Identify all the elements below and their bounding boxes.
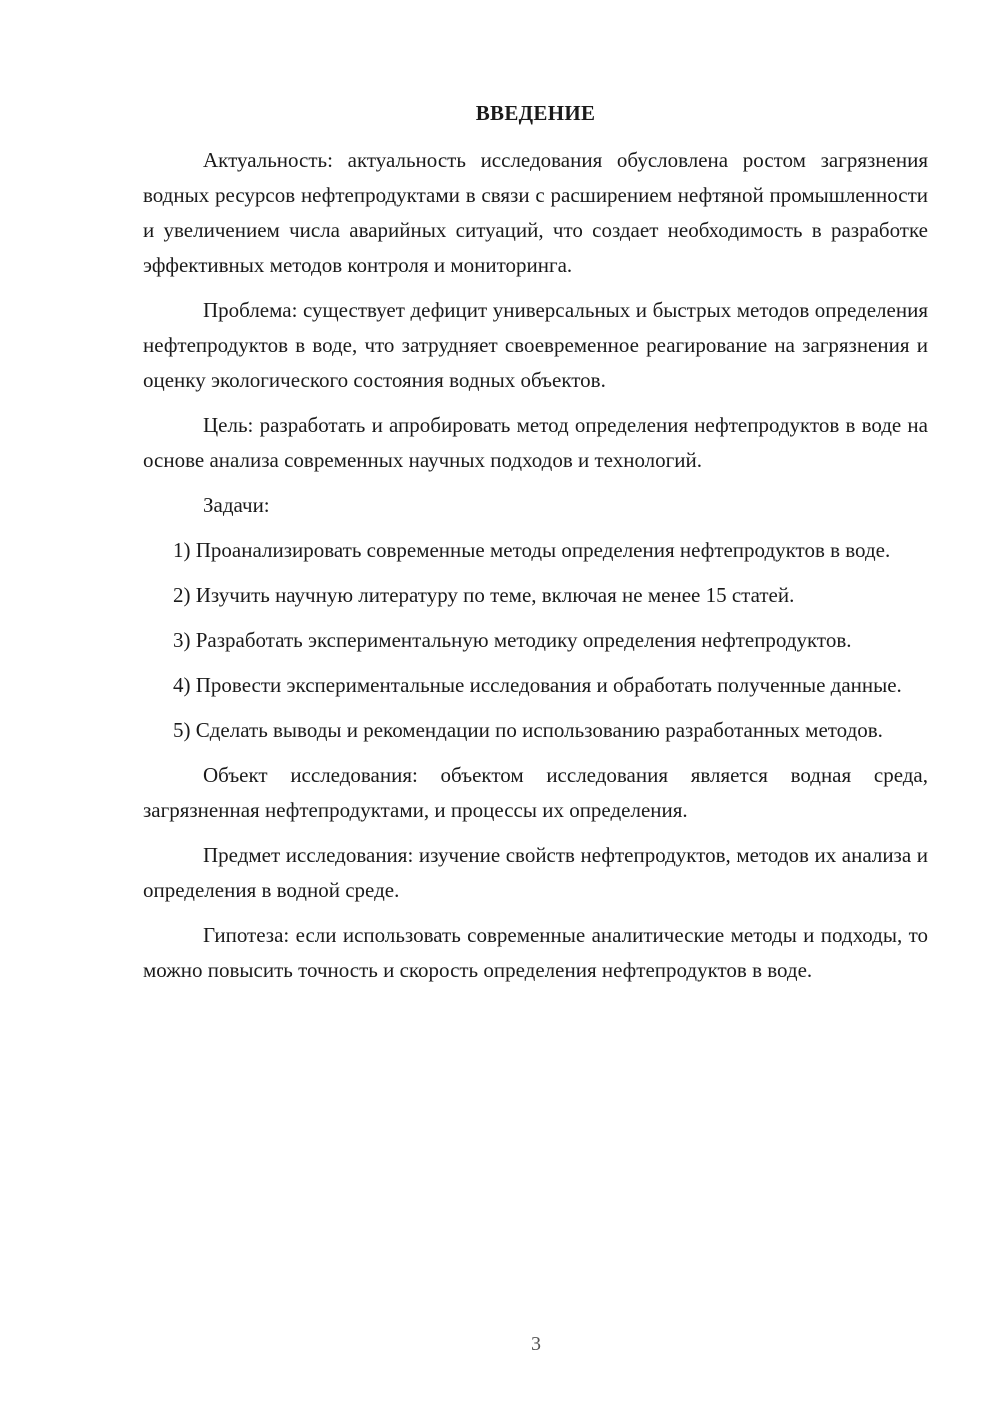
task-item: 3) Разработать экспериментальную методику определения нефтепродуктов. (173, 628, 852, 652)
page-number: 3 (531, 1333, 541, 1355)
section-title: ВВЕДЕНИЕ (475, 101, 596, 125)
paragraph-subject: Предмет исследования: изучение свойств нефтепродуктов, методов их анализа и определения в водной среде. (143, 843, 928, 902)
paragraph-goal: Цель: разработать и апробировать метод определения нефтепродуктов в воде на основе анализа современных научных подходов и технологий. (143, 413, 928, 472)
page-content (143, 96, 928, 998)
paragraph-hypothesis: Гипотеза: если использовать современные аналитические методы и подходы, то можно повысить точность и скорость определения нефтепродуктов в воде. (143, 923, 928, 982)
task-item: 5) Сделать выводы и рекомендации по использованию разработанных методов. (173, 718, 883, 742)
tasks-heading: Задачи: (203, 493, 270, 517)
task-item: 2) Изучить научную литературу по теме, включая не менее 15 статей. (173, 583, 795, 607)
paragraph-relevance: Актуальность: актуальность исследования обусловлена ростом загрязнения водных ресурсов нефтепродуктами в связи с расширением нефтяной промышленности и увеличением числа аварийных ситуаций, что создает необходимость в разработке эффективных методов контроля и мониторинга. (143, 148, 928, 277)
paragraph-object: Объект исследования: объектом исследования является водная среда, загрязненная нефтепродуктами, и процессы их определения. (143, 763, 928, 822)
task-item: 1) Проанализировать современные методы определения нефтепродуктов в воде. (173, 538, 891, 562)
paragraph-problem: Проблема: существует дефицит универсальных и быстрых методов определения нефтепродуктов в воде, что затрудняет своевременное реагирование на загрязнения и оценку экологического состояния водных объектов. (143, 298, 928, 392)
task-item: 4) Провести экспериментальные исследования и обработать полученные данные. (173, 673, 902, 697)
